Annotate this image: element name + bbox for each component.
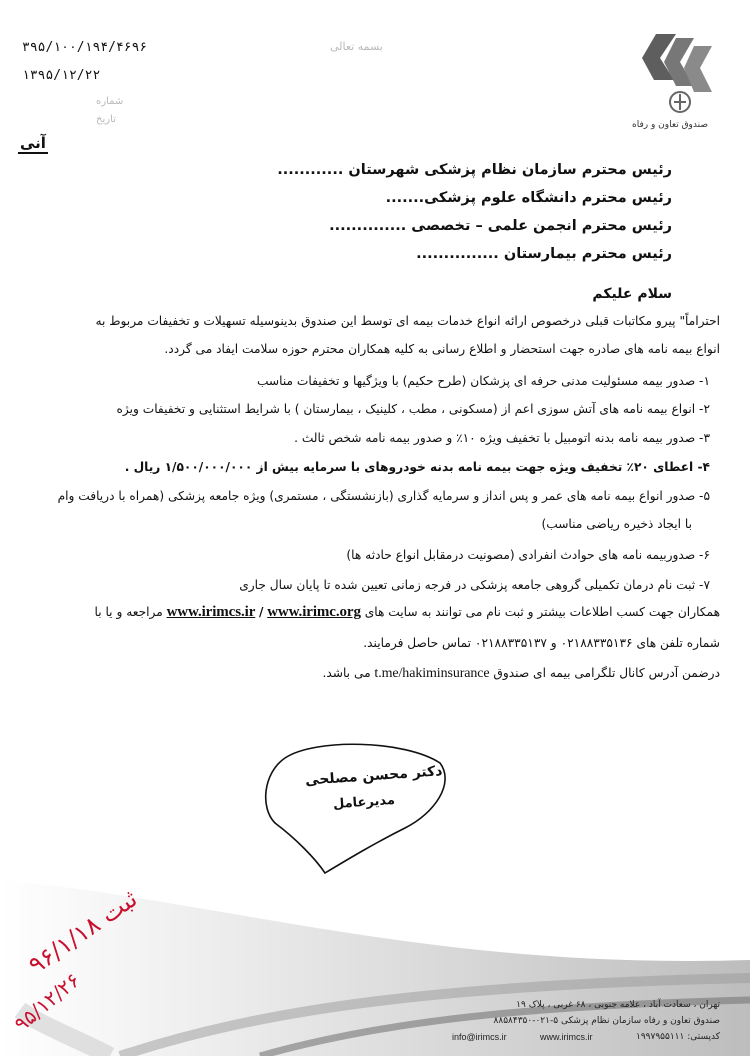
- organization-logo-icon: [636, 28, 716, 122]
- telegram-link[interactable]: t.me/hakiminsurance: [374, 666, 490, 681]
- website-link-irimc[interactable]: www.irimc.org: [267, 604, 361, 620]
- website-link-irimcs[interactable]: www.irimcs.ir: [166, 604, 256, 620]
- intro-line-1: احتراماً" پیرو مکاتبات قبلی درخصوص ارائه انواع خدمات بیمه ای توسط این صندوق بدینوسیله تسهیلات و تخفیفات مربوط به: [95, 314, 720, 328]
- telegram-post: می باشد.: [322, 666, 371, 680]
- footer-decoration: [0, 860, 750, 1056]
- intro-line-2: انواع بیمه نامه های صادره جهت استحضار و اطلاع رسانی به کلیه همکاران محترم حوزه سلامت ایفاد می گردد.: [164, 342, 720, 356]
- addressee-3: رئیس محترم انجمن علمی – تخصصی ..............: [329, 218, 672, 234]
- urgency-mark: آنی: [20, 134, 46, 152]
- list-item-continuation: با ایجاد ذخیره ریاضی مناسب): [541, 517, 692, 531]
- site-separator: /: [259, 605, 264, 619]
- footer-website[interactable]: www.irimcs.ir: [540, 1032, 593, 1042]
- list-item: ۷- ثبت نام درمان تکمیلی گروهی جامعه پزشکی در فرجه زمانی تعیین شده تا پایان سال جاری: [239, 578, 710, 592]
- bismillah: بسمه تعالی: [330, 40, 383, 53]
- list-item: ۲- انواع بیمه نامه های آتش سوزی اعم از (مسکونی ، مطب ، کلینیک ، بیمارستان ) با شرایط استثنایی و تخفیفات ویژه: [116, 402, 710, 416]
- addressee-2: رئیس محترم دانشگاه علوم پزشکی.......: [385, 190, 672, 206]
- footer-address: تهران ، سعادت آباد ، علامه جنوبی ، ۶۸ غربی ، پلاک ۱۹: [516, 1000, 720, 1010]
- list-item: ۴- اعطای ۲۰٪ تخفیف ویژه جهت بیمه نامه بدنه خودروهای با سرمایه بیش از ۱/۵۰۰/۰۰۰/۰۰۰ ریال .: [124, 460, 710, 474]
- footer-email[interactable]: info@irimcs.ir: [452, 1032, 507, 1042]
- logo-caption: صندوق تعاون و رفاه: [632, 120, 708, 130]
- contact-line: [94, 604, 720, 621]
- telegram-pre: درضمن آدرس کانال تلگرامی بیمه ای صندوق: [493, 666, 720, 680]
- letter-number: ۳۹۵/۱۰۰/۱۹۴/۴۶۹۶: [22, 40, 148, 55]
- signatory-title: مدیرعامل: [332, 792, 396, 813]
- footer-org: صندوق تعاون و رفاه سازمان نظام پزشکی ۵-۰۲۱-۸۸۵۸۴۳۵۰: [493, 1016, 720, 1026]
- number-label: شماره: [96, 96, 124, 107]
- list-item: ۳- صدور بیمه نامه بدنه اتومبیل با تخفیف ویژه ۱۰٪ و صدور بیمه نامه شخص ثالث .: [294, 431, 710, 445]
- contact-post: مراجعه و یا با: [94, 605, 163, 619]
- letter-date: ۱۳۹۵/۱۲/۲۲: [22, 68, 101, 83]
- signatory-name: دکتر محسن مصلحی: [304, 763, 443, 789]
- footer-postal: کدپستی: ۱۹۹۷۹۵۵۱۱۱: [636, 1032, 720, 1042]
- list-item: ۵- صدور انواع بیمه نامه های عمر و پس انداز و سرمایه گذاری (بازنشستگی ، مستمری) ویژه جامعه پزشکی (همراه با دریافت وام: [57, 489, 710, 503]
- greeting: سلام علیکم: [592, 286, 672, 302]
- phone-line: شماره تلفن های ۰۲۱۸۸۳۳۵۱۳۶ و ۰۲۱۸۸۳۳۵۱۳۷ تماس حاصل فرمایند.: [363, 636, 720, 650]
- list-item: ۱- صدور بیمه مسئولیت مدنی حرفه ای پزشکان (طرح حکیم) با ویژگیها و تخفیفات مناسب: [256, 374, 710, 388]
- handwritten-note-2: ۹۵/۱۲/۲۶: [9, 967, 85, 1037]
- addressee-1: رئیس محترم سازمان نظام پزشکی شهرستان ............: [277, 162, 672, 178]
- handwritten-note-1: ۹۶/۱/۱۸ ثبت: [23, 884, 143, 980]
- telegram-line: [322, 666, 720, 682]
- list-item: ۶- صدوربیمه نامه های حوادث انفرادی (مصونیت درمقابل انواع حادثه ها): [346, 548, 710, 562]
- addressee-4: رئیس محترم بیمارستان ...............: [416, 246, 672, 262]
- contact-pre: همکاران جهت کسب اطلاعات بیشتر و ثبت نام می توانند به سایت های: [364, 605, 720, 619]
- date-label: تاریخ: [96, 114, 116, 125]
